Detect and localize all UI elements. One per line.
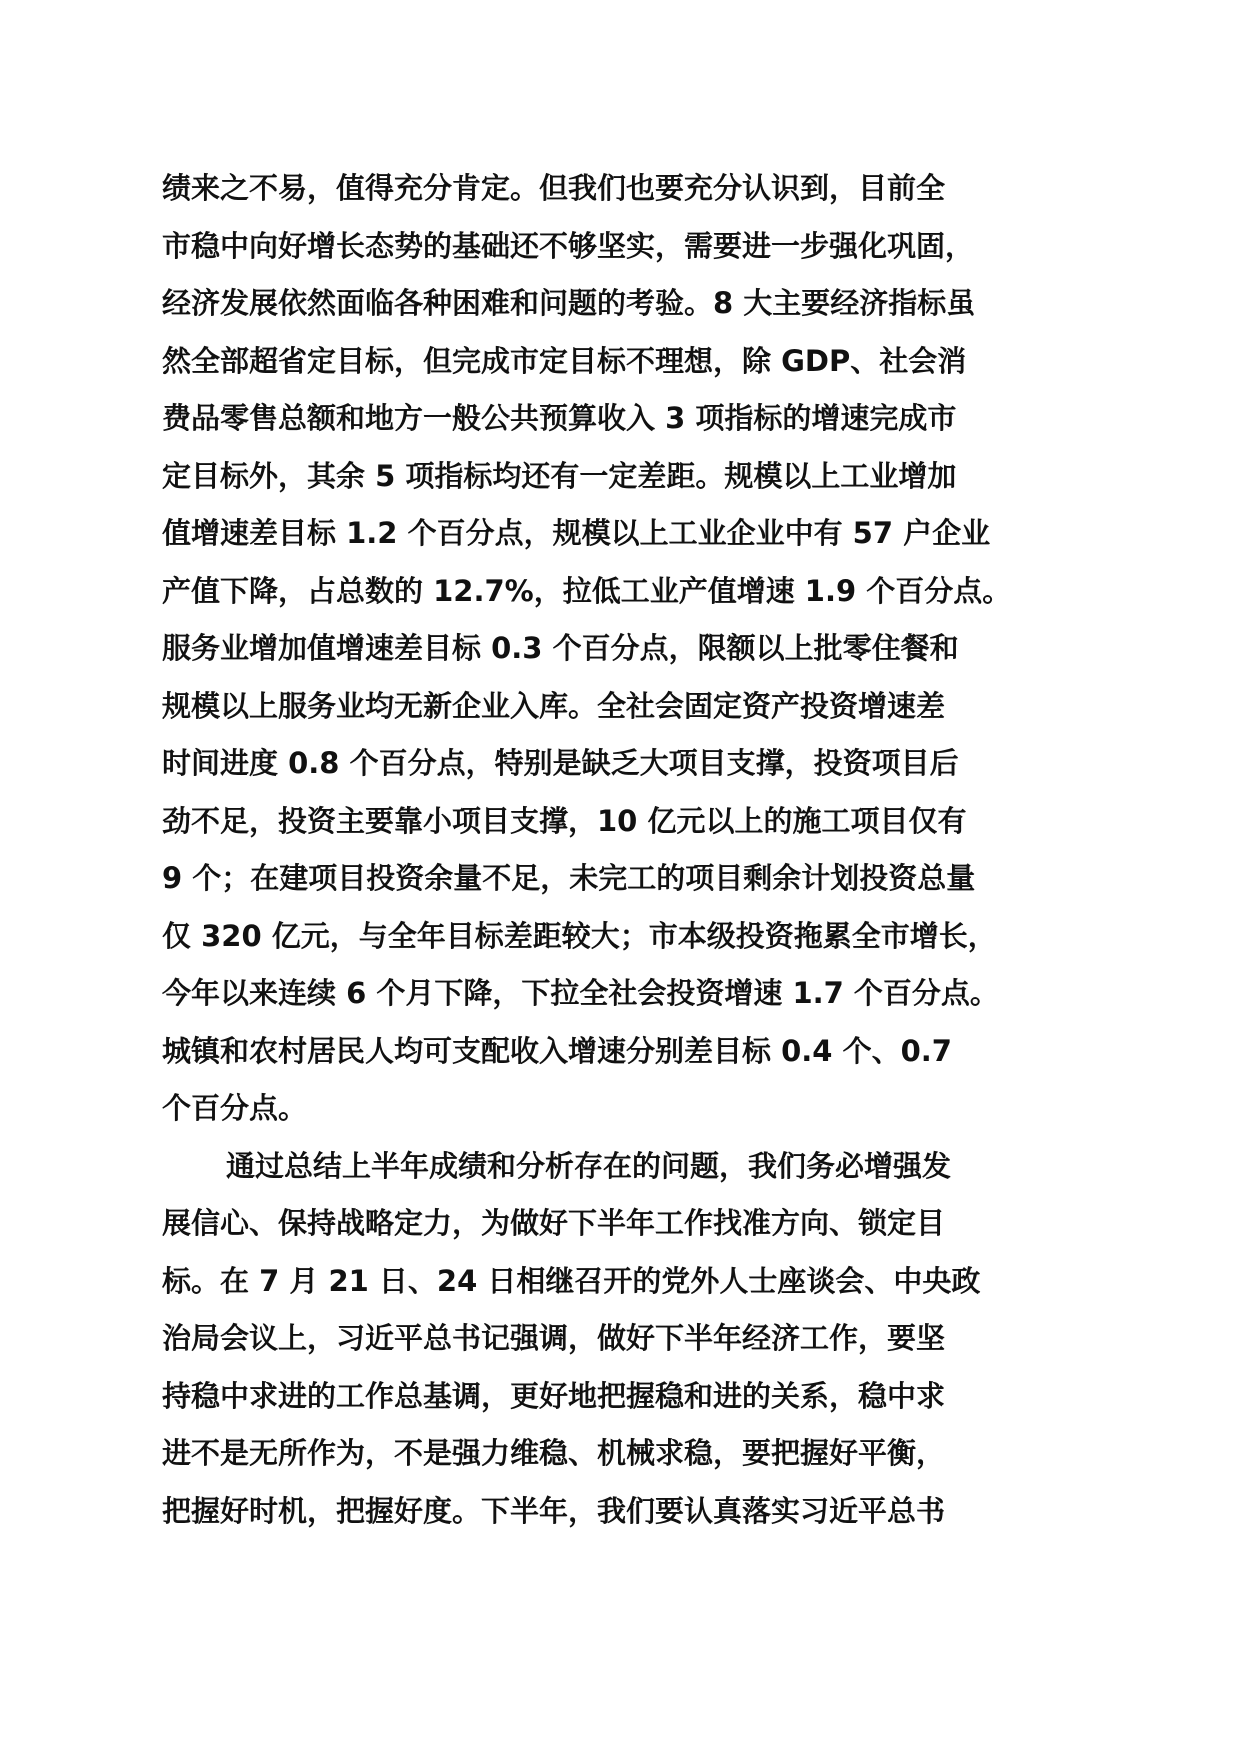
- paragraph-2: [162, 1138, 1122, 1541]
- text-line: 进不是无所作为，不是强力维稳、机械求稳，要把握好平衡，: [162, 1436, 946, 1470]
- text-line: 时间进度 0.8 个百分点，特别是缺乏大项目支撑，投资项目后: [162, 746, 959, 780]
- text-line: 劲不足，投资主要靠小项目支撑，10 亿元以上的施工项目仅有: [162, 803, 967, 838]
- text-line: 持稳中求进的工作总基调，更好地把握稳和进的关系，稳中求: [162, 1378, 946, 1413]
- text-line: 规模以上服务业均无新企业入库。全社会固定资产投资增速差: [162, 688, 946, 723]
- text-line: 展信心、保持战略定力，为做好下半年工作找准方向、锁定目: [162, 1206, 946, 1240]
- text-line: 通过总结上半年成绩和分析存在的问题，我们务必增强发: [226, 1148, 952, 1183]
- text-line: 定目标外，其余 5 项指标均还有一定差距。规模以上工业增加: [162, 458, 957, 493]
- text-line: 个百分点。: [162, 1091, 308, 1125]
- text-line: 经济发展依然面临各种困难和问题的考验。8 大主要经济指标虽: [162, 286, 976, 320]
- document-body: [162, 160, 1122, 1540]
- text-line: 把握好时机，把握好度。下半年，我们要认真落实习近平总书: [162, 1493, 946, 1528]
- text-line: 值增速差目标 1.2 个百分点，规模以上工业企业中有 57 户企业: [162, 516, 991, 550]
- text-line: 今年以来连续 6 个月下降，下拉全社会投资增速 1.7 个百分点。: [162, 976, 999, 1010]
- text-line: 然全部超省定目标，但完成市定目标不理想，除 GDP、社会消: [162, 343, 967, 378]
- text-line: 市稳中向好增长态势的基础还不够坚实，需要进一步强化巩固，: [162, 228, 975, 263]
- text-line: 费品零售总额和地方一般公共预算收入 3 项指标的增速完成市: [162, 401, 957, 435]
- text-line: 服务业增加值增速差目标 0.3 个百分点，限额以上批零住餐和: [162, 631, 959, 665]
- paragraph-1: [162, 160, 1122, 1138]
- text-line: 仅 320 亿元，与全年目标差距较大；市本级投资拖累全市增长，: [162, 918, 997, 953]
- text-line: 标。在 7 月 21 日、24 日相继召开的党外人士座谈会、中央政: [162, 1263, 981, 1298]
- text-line: 城镇和农村居民人均可支配收入增速分别差目标 0.4 个、0.7: [162, 1033, 952, 1068]
- text-line: 产值下降，占总数的 12.7%，拉低工业产值增速 1.9 个百分点。: [162, 573, 1012, 608]
- text-line: 9 个；在建项目投资余量不足，未完工的项目剩余计划投资总量: [162, 861, 976, 895]
- text-line: 治局会议上，习近平总书记强调，做好下半年经济工作，要坚: [162, 1321, 946, 1355]
- text-line: 绩来之不易，值得充分肯定。但我们也要充分认识到，目前全: [162, 171, 946, 205]
